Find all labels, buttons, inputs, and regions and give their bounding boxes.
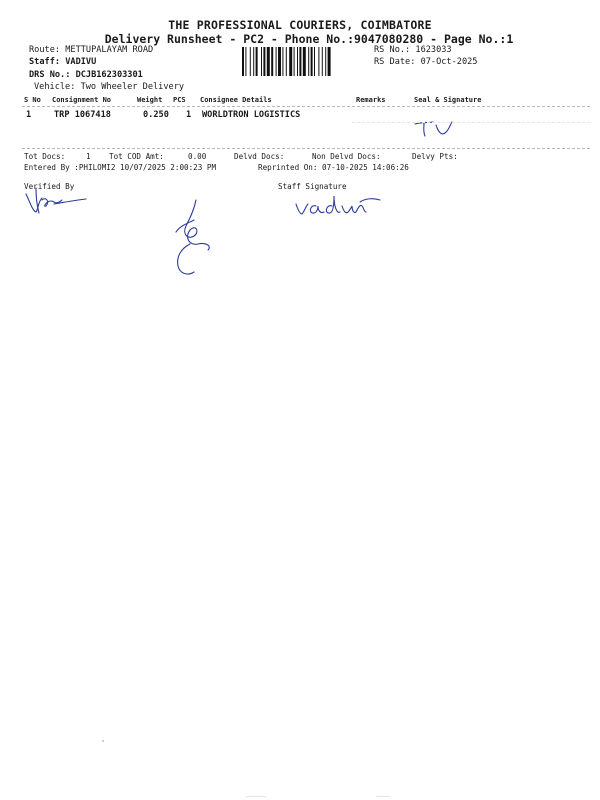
large-signature-scribble [172,196,216,278]
barcode-bar [242,47,244,76]
tot-docs-label: Tot Docs: [24,152,66,161]
tot-cod-value: 0.00 [188,152,207,161]
barcode-bar [245,47,246,76]
header-consignment: Consignment No [52,96,112,104]
barcode-bar [303,47,306,76]
tot-cod-label: Tot COD Amt: [109,152,164,161]
company-name: THE PROFESSIONAL COURIERS, COIMBATORE [168,18,432,32]
rs-number: RS No.: 1623033 [374,45,452,55]
barcode-bar [311,47,313,76]
barcode-bar [308,47,309,76]
row-divider [22,148,590,149]
barcode-bar [278,47,281,76]
barcode [242,47,370,76]
scan-speck [376,796,390,797]
barcode-bar [325,47,326,76]
verified-by-label: Verified By [24,182,75,191]
route-text: Route: METTUPALAYAM ROAD [29,45,154,55]
barcode-bar [286,47,287,76]
barcode-bar [299,47,301,76]
row-sno: 1 [26,110,32,120]
runsheet-title: Delivery Runsheet - PC2 - Phone No.:9047080280 - Page No.:1 [104,32,514,46]
barcode-bar [271,47,273,76]
barcode-bar [253,47,254,76]
staff-text: Staff: VADIVU [29,57,97,67]
barcode-bar [261,47,262,76]
header-pcs: PCS [173,96,186,104]
barcode-bar [318,47,319,76]
barcode-bar [282,47,283,76]
rs-date: RS Date: 07-Oct-2025 [374,57,478,67]
barcode-bar [294,47,295,76]
barcode-bar [276,47,277,76]
row-consignment: TRP 1067418 [54,110,111,120]
barcode-bar [256,47,258,76]
row-weight: 0.250 [143,110,169,120]
staff-signature-handwriting [294,194,384,220]
barcode-bar [263,47,265,76]
barcode-bar [328,47,331,76]
barcode-bar [314,47,315,76]
barcode-bar [289,47,292,76]
reprinted-on: Reprinted On: 07-10-2025 14:06:26 [258,163,409,172]
header-divider [22,106,590,107]
header-remarks: Remarks [356,96,386,104]
vehicle-text: Vehicle: Two Wheeler Delivery [34,82,185,92]
row-consignee: WORLDTRON LOGISTICS [202,110,301,120]
barcode-bar [267,47,270,76]
header-consignee: Consignee Details [200,96,272,104]
scan-speck [102,740,104,742]
verified-by-signature [22,180,92,218]
row-pcs: 1 [186,110,192,120]
tot-docs-value: 1 [86,152,91,161]
scan-speck [246,796,266,797]
non-delvd-docs-label: Non Delvd Docs: [312,152,381,161]
barcode-bar [297,47,298,76]
row-faint-line [352,122,590,123]
entered-by: Entered By :PHILOMI2 10/07/2025 2:00:23 PM [24,163,217,172]
header-weight: Weight [137,96,163,104]
staff-signature-label: Staff Signature [278,182,347,191]
delvd-docs-label: Delvd Docs: [234,152,285,161]
header-sno: S No [24,96,41,104]
drs-number: DRS No.: DCJB162303301 [29,70,143,80]
delvy-pts-label: Delvy Pts: [412,152,458,161]
barcode-bar [250,47,251,76]
header-seal: Seal & Signature [414,96,482,104]
barcode-bar [322,47,323,76]
